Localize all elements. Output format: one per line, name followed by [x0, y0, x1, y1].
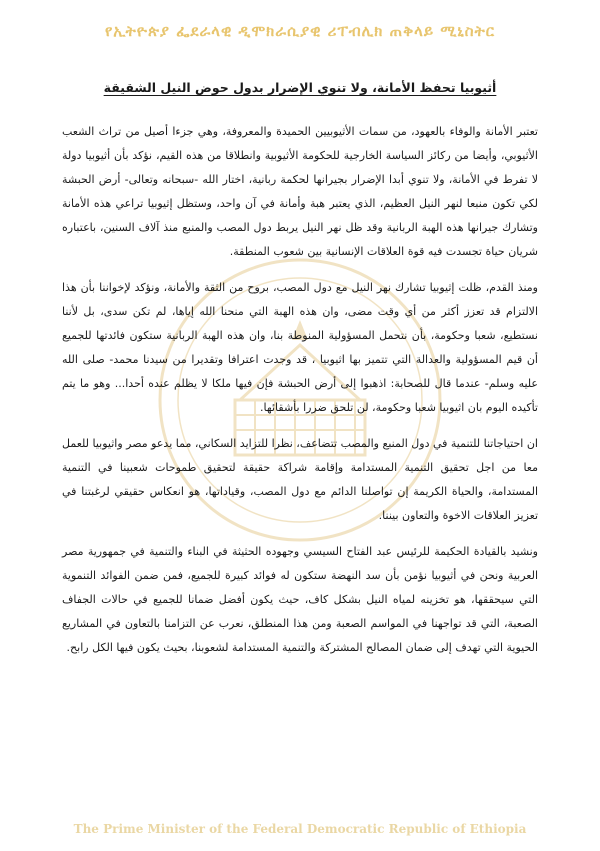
- document-body: [62, 120, 538, 672]
- paragraph: ومنذ القدم، ظلت إثيوبيا تشارك نهر النيل مع دول المصب، بروح من الثقة والأمانة، ونؤكد لإخواننا بأن هذا الالتزام قد تعزز أكثر من أي وقت مضى، وان هذه الهبة التي منحنا الله إياها، لم تكن سدى، بل لأننا نستطيع، شعبا وحكومة، بأن نتحمل المسؤولية المنوطة بنا، وان هذه الهبة الربانية ستكون فائدتها للجميع أن قيم المسؤولية والعدالة التي تتميز بها اثيوبيا ، قد وجدت اعترافا وتقديرا من سيدنا محمد- صلى الله عليه وسلم- عندما قال للصحابة: اذهبوا إلى أرض الحبشة فإن فيها ملكا لا يظلم عنده أحدا... وهو ما يتم تأكيده اليوم بان اثيوبيا شعبا وحكومة، لن تلحق ضررا بأشقائها.: [62, 281, 538, 414]
- paragraph: ان احتياجاتنا للتنمية في دول المنبع والمصب تتضاعف، نظرا للتزايد السكاني، مما يدعو مصر واثيوبيا للعمل معا من اجل تحقيق التنمية المستدامة وإقامة شراكة حقيقة لتحقيق طموحات شعبينا في التنمية المستدامة، والحياة الكريمة إن تواصلنا الدائم مع دول المصب، وقياداتها، هو انعكاس حقيقي لرغبتنا في تعزيز العلاقات الاخوة والتعاون بيننا.: [62, 437, 538, 522]
- paragraph: ونشيد بالقيادة الحكيمة للرئيس عبد الفتاح السيسي وجهوده الحثيثة في البناء والتنمية في جمهورية مصر العربية ونحن في أثيوبيا نؤمن بأن سد النهضة ستكون له فوائد كبيرة للجميع، فمن ضمن الفوائد التنموية التي سيحققها، هو تخزينه لمياه النيل بشكل كاف، حيث يكون أفضل ضمانا للجميع في حالات الجفاف الصعبة، التي قد تواجهنا في المواسم الصعبة ومن هذا المنطلق، نعرب عن التزامنا بالتعاون في المشاريع الحيوية التي تهدف إلى ضمان المصالح المشتركة والتنمية المستدامة لشعوبنا، بحيث يكون فيها الكل رابح.: [62, 545, 538, 654]
- paragraph: تعتبر الأمانة والوفاء بالعهود، من سمات الأثيوبيين الحميدة والمعروفة، وهي جزءا أصيل من تراث الشعب الأثيوبي، وأيضا من ركائز السياسة الخارجية للحكومة الأثيوبية وانطلاقا من هذه القيم، نؤكد بأن أثيوبيا دولة لا تفرط في الأمانة، ولا تنوي أبدا الإضرار بجيرانها لحكمة ربانية، اختار الله -سبحانه وتعالى- أرض الحبشة لكي تكون منبعا لنهر النيل العظيم، الذي يعتبر هبة وأمانة في آن واحد، وستظل إثيوبيا تراعي هذه الأمانة وتشارك جيرانها هذه الهبة الربانية وقد ظل نهر النيل يربط دول المصب والمنبع منذ آلاف السنين، باعتباره شريان حياة تجسدت فيه قوة العلاقات الإنسانية بين شعوب المنطقة.: [62, 125, 538, 258]
- letterhead-amharic-title: የኢትዮጵያ ፌደራላዊ ዲሞክራሲያዊ ሪፐብሊክ ጠቅላይ ሚኒስትር: [104, 22, 496, 40]
- letterhead-footer: The Prime Minister of the Federal Democratic Republic of Ethiopia: [73, 822, 527, 836]
- document-title: أثيوبيا تحفظ الأمانة، ولا تنوي الإضرار بدول حوض النيل الشقيقة: [103, 80, 497, 95]
